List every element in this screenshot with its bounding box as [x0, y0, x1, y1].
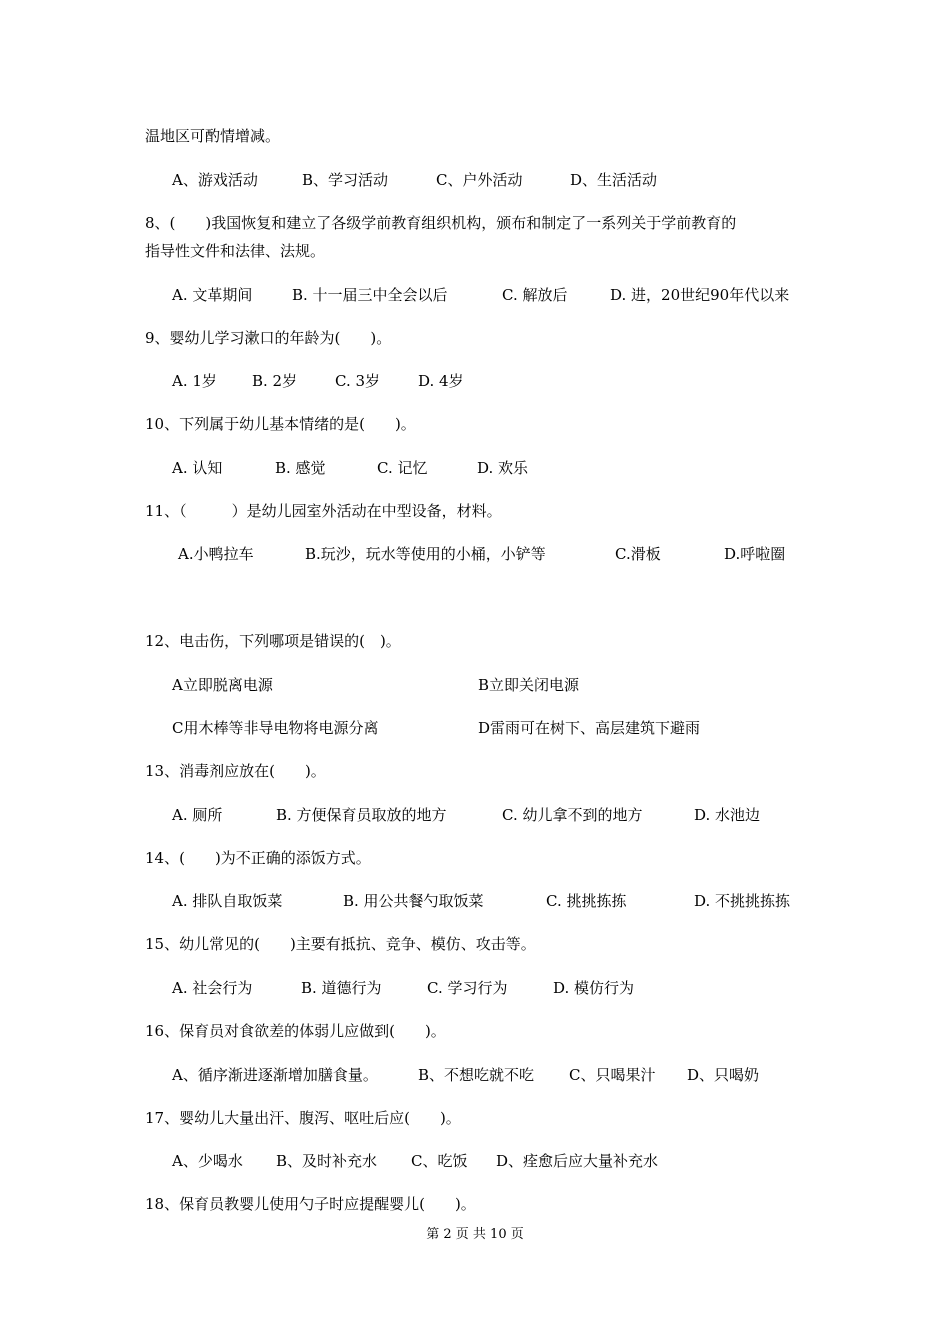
- option-b: B、学习活动: [302, 171, 389, 189]
- option-b: B. 道德行为: [301, 979, 382, 997]
- option-b: B.玩沙，玩水等使用的小桶，小铲等: [305, 545, 546, 563]
- option-d: D. 4岁: [418, 372, 464, 390]
- option-c: C. 挑挑拣拣: [546, 892, 627, 910]
- option-c: C用木棒等非导电物将电源分离: [172, 719, 379, 737]
- option-b: B. 方便保育员取放的地方: [276, 806, 447, 824]
- option-d: D雷雨可在树下、高层建筑下避雨: [478, 719, 701, 737]
- option-c: C. 记忆: [377, 459, 428, 477]
- option-d: D、生活活动: [570, 171, 658, 189]
- option-a: A. 厕所: [172, 806, 223, 824]
- option-c: C. 幼儿拿不到的地方: [502, 806, 643, 824]
- option-c: C、只喝果汁: [569, 1066, 656, 1084]
- question-12: 12、电击伤，下列哪项是错误的( )。: [145, 632, 401, 650]
- question-18: 18、保育员教婴儿使用勺子时应提醒婴儿( )。: [145, 1195, 476, 1213]
- option-a: A. 排队自取饭菜: [172, 892, 283, 910]
- option-c: C. 学习行为: [427, 979, 508, 997]
- question-8-cont: 指导性文件和法律、法规。: [145, 242, 326, 260]
- option-d: D. 进，20世纪90年代以来: [610, 286, 790, 304]
- option-a: A.小鸭拉车: [178, 545, 254, 563]
- question-14: 14、( )为不正确的添饭方式。: [145, 849, 371, 867]
- question-17: 17、婴幼儿大量出汗、腹泻、呕吐后应( )。: [145, 1109, 461, 1127]
- question-16: 16、保育员对食欲差的体弱儿应做到( )。: [145, 1022, 446, 1040]
- option-c: C. 3岁: [335, 372, 381, 390]
- option-d: D. 水池边: [694, 806, 761, 824]
- option-c: C、户外活动: [436, 171, 523, 189]
- option-c: C.滑板: [615, 545, 661, 563]
- question-10: 10、下列属于幼儿基本情绪的是( )。: [145, 415, 416, 433]
- option-a: A、游戏活动: [172, 171, 258, 189]
- option-a: A. 1岁: [172, 372, 217, 390]
- option-a: A、循序渐进逐渐增加膳食量。: [172, 1066, 378, 1084]
- text-line: 温地区可酌情增减。: [145, 127, 281, 145]
- option-b: B、不想吃就不吃: [418, 1066, 535, 1084]
- option-d: D. 模仿行为: [553, 979, 635, 997]
- option-d: D. 欢乐: [477, 459, 529, 477]
- page-footer: 第 2 页 共 10 页: [426, 1227, 524, 1242]
- option-b: B、及时补充水: [276, 1152, 378, 1170]
- option-b: B. 十一届三中全会以后: [292, 286, 448, 304]
- question-11: 11、（ ）是幼儿园室外活动在中型设备，材料。: [145, 502, 502, 520]
- option-c: C. 解放后: [502, 286, 568, 304]
- option-d: D、痊愈后应大量补充水: [496, 1152, 659, 1170]
- option-a: A、少喝水: [172, 1152, 243, 1170]
- option-a: A. 认知: [172, 459, 223, 477]
- question-9: 9、婴幼儿学习漱口的年龄为( )。: [145, 329, 392, 347]
- option-d: D. 不挑挑拣拣: [694, 892, 791, 910]
- option-b: B. 用公共餐勺取饭菜: [343, 892, 484, 910]
- question-15: 15、幼儿常见的( )主要有抵抗、竞争、模仿、攻击等。: [145, 935, 536, 953]
- option-a: A. 文革期间: [172, 286, 253, 304]
- option-d: D.呼啦圈: [724, 545, 786, 563]
- question-13: 13、消毒剂应放在( )。: [145, 762, 326, 780]
- option-a: A立即脱离电源: [172, 676, 273, 694]
- option-c: C、吃饭: [411, 1152, 468, 1170]
- option-d: D、只喝奶: [687, 1066, 760, 1084]
- option-b: B. 2岁: [252, 372, 298, 390]
- option-b: B立即关闭电源: [478, 676, 580, 694]
- question-8: 8、( )我国恢复和建立了各级学前教育组织机构，颁布和制定了一系列关于学前教育的: [145, 214, 737, 232]
- option-b: B. 感觉: [275, 459, 326, 477]
- option-a: A. 社会行为: [172, 979, 253, 997]
